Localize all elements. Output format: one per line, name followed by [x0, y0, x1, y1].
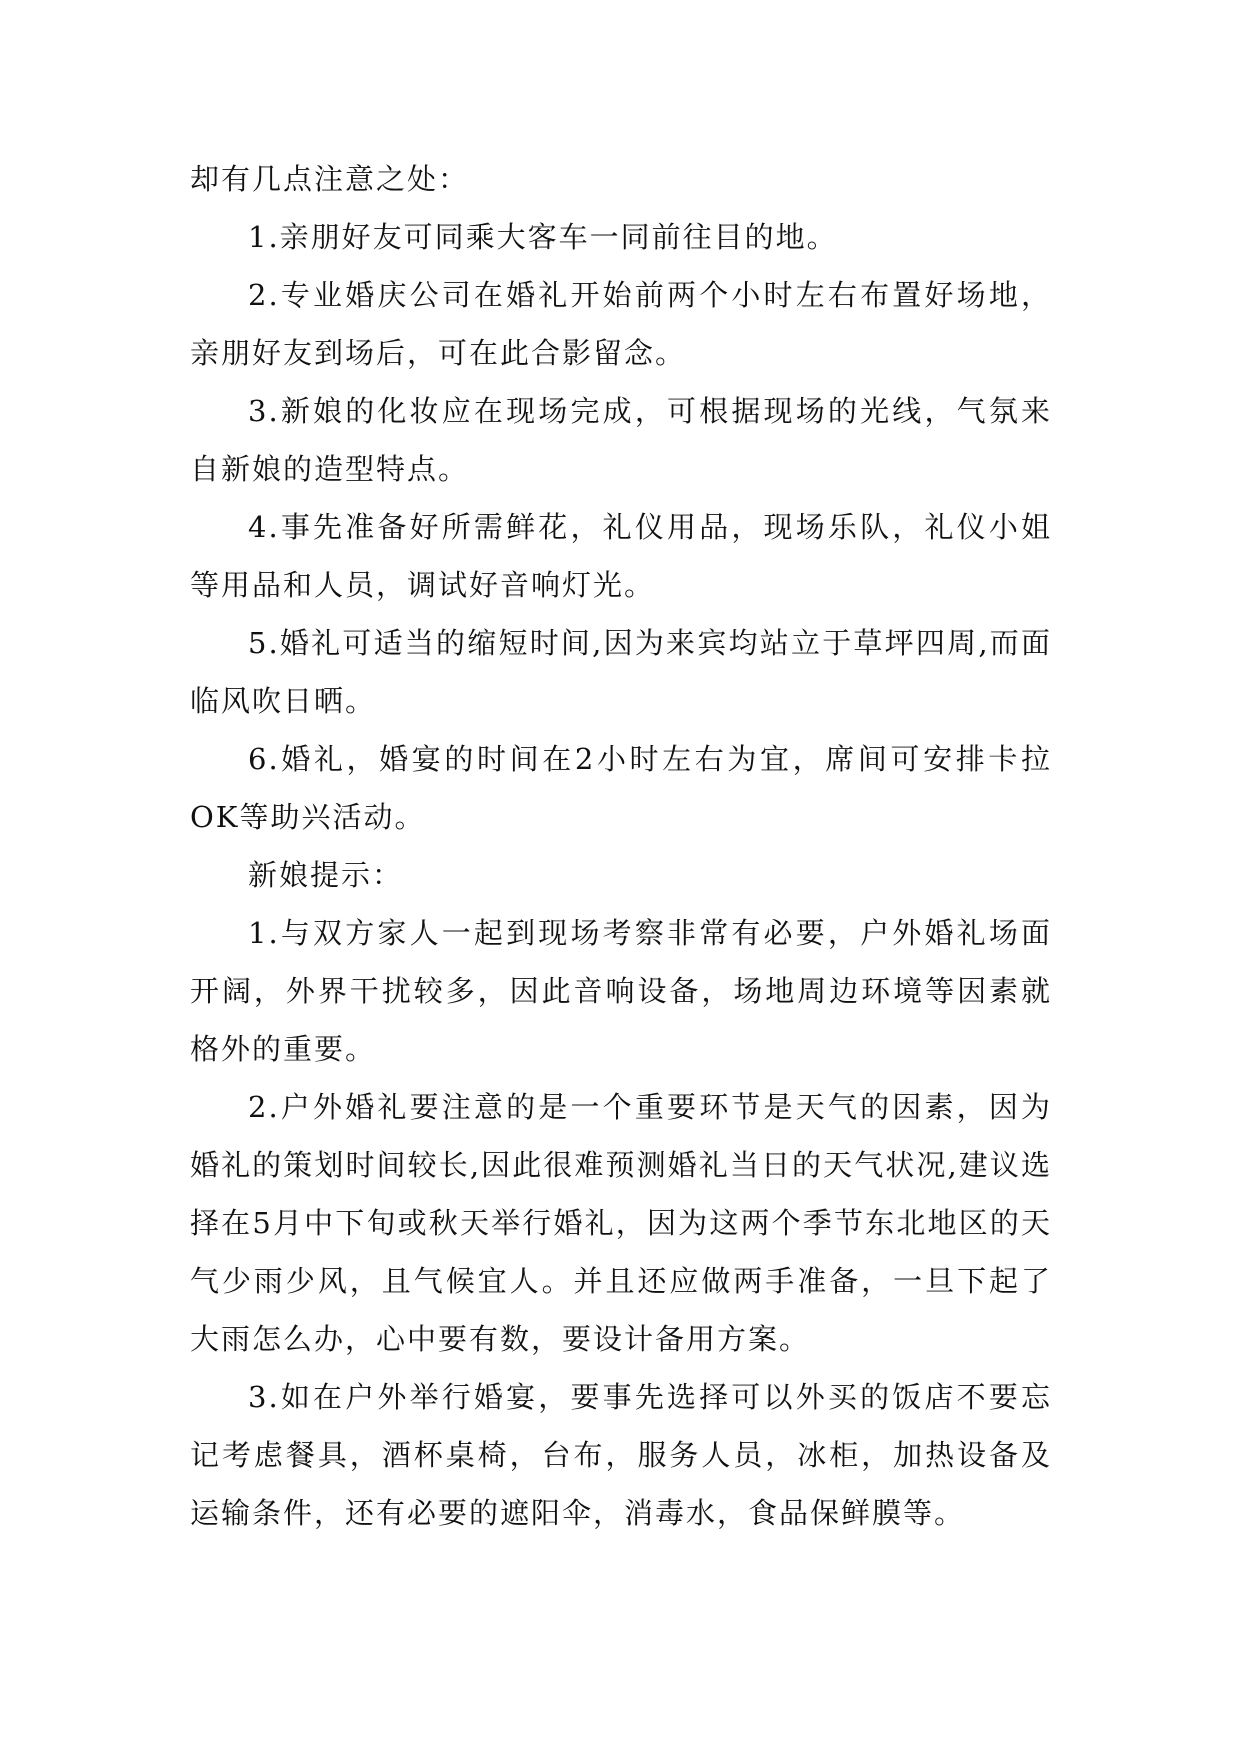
document-body: [190, 150, 1052, 1542]
paragraph-item-4: 4.事先准备好所需鲜花，礼仪用品，现场乐队，礼仪小姐等用品和人员，调试好音响灯光。: [190, 510, 1052, 602]
paragraph-item-6: 6.婚礼，婚宴的时间在2小时左右为宜，席间可安排卡拉OK等助兴活动。: [190, 742, 1052, 834]
paragraph-intro: 却有几点注意之处：: [190, 162, 470, 196]
paragraph-tip-1: 1.与双方家人一起到现场考察非常有必要，户外婚礼场面开阔，外界干扰较多，因此音响设备，场地周边环境等因素就格外的重要。: [190, 916, 1052, 1066]
paragraph-item-2: 2.专业婚庆公司在婚礼开始前两个小时左右布置好场地，亲朋好友到场后，可在此合影留念。: [190, 278, 1052, 370]
paragraph-item-1: 1.亲朋好友可同乘大客车一同前往目的地。: [248, 220, 838, 254]
paragraph-item-3: 3.新娘的化妆应在现场完成，可根据现场的光线，气氛来自新娘的造型特点。: [190, 394, 1052, 486]
paragraph-item-5: 5.婚礼可适当的缩短时间,因为来宾均站立于草坪四周,而面临风吹日晒。: [190, 626, 1052, 718]
paragraph-tip-2: 2.户外婚礼要注意的是一个重要环节是天气的因素，因为婚礼的策划时间较长,因此很难预测婚礼当日的天气状况,建议选择在5月中下旬或秋天举行婚礼，因为这两个季节东北地区的天气少雨少风，且气候宜人。并且还应做两手准备，一旦下起了大雨怎么办，心中要有数，要设计备用方案。: [190, 1090, 1052, 1356]
section-heading-bride-tips: 新娘提示：: [248, 858, 404, 892]
paragraph-tip-3: 3.如在户外举行婚宴，要事先选择可以外买的饭店不要忘记考虑餐具，酒杯桌椅，台布，服务人员，冰柜，加热设备及运输条件，还有必要的遮阳伞，消毒水，食品保鲜膜等。: [190, 1380, 1052, 1530]
